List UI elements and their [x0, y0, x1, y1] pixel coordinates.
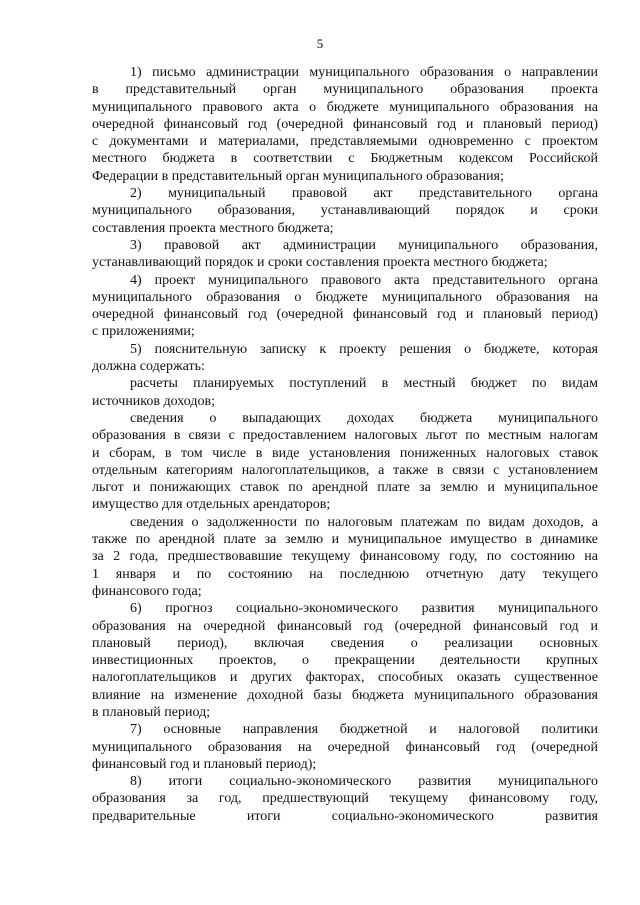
- text-line: также по арендной плате за землю и муниципальное имущество в динамике: [92, 532, 598, 548]
- text-line: очередной финансовый год (очередной финансовый год и плановый период): [92, 116, 598, 132]
- text-line: 7) основные направления бюджетной и налоговой политики: [130, 722, 598, 738]
- text-line: 2) муниципальный правовой акт представительного органа: [130, 186, 598, 202]
- text-line: плановый период), включая сведения о реализации основных: [92, 635, 598, 651]
- text-line: источников доходов;: [92, 393, 215, 409]
- text-line: за 2 года, предшествовавшие текущему финансовому году, по состоянию на: [92, 549, 598, 565]
- text-line: составления проекта местного бюджета;: [92, 220, 334, 236]
- text-line: Федерации в представительный орган муниципального образования;: [92, 168, 504, 184]
- text-line: образования за год, предшествующий текущему финансовому году,: [92, 791, 598, 807]
- text-line: муниципального образования о бюджете муниципального образования на: [92, 289, 598, 305]
- text-line: 4) проект муниципального правового акта представительного органа: [130, 272, 598, 288]
- text-line: сведения о выпадающих доходах бюджета муниципального: [130, 410, 598, 426]
- text-line: предварительные итоги социально-экономического развития: [92, 808, 598, 824]
- text-line: должна содержать:: [92, 359, 205, 375]
- document-body: [92, 65, 598, 826]
- page-number: 5: [316, 36, 324, 51]
- text-line: имущество для отдельных арендаторов;: [92, 497, 331, 513]
- text-line: устанавливающий порядок и сроки составления проекта местного бюджета;: [92, 255, 548, 271]
- text-line: образования в связи с предоставлением налоговых льгот по местным налогам: [92, 428, 598, 444]
- text-line: финансовый год и плановый период);: [92, 756, 317, 772]
- text-line: расчеты планируемых поступлений в местный бюджет по видам: [130, 376, 598, 392]
- text-line: образования на очередной финансовый год (очередной финансовый год и: [92, 618, 598, 634]
- text-line: 5) пояснительную записку к проекту решения о бюджете, которая: [130, 341, 598, 357]
- text-line: с документами и материалами, представляемыми одновременно с проектом: [92, 134, 598, 150]
- text-line: сведения о задолженности по налоговым платежам по видам доходов, а: [130, 514, 598, 530]
- text-line: с приложениями;: [92, 324, 195, 340]
- text-line: 1 января и по состоянию на последнюю отчетную дату текущего: [92, 566, 598, 582]
- text-line: муниципального образования на очередной финансовый год (очередной: [92, 739, 598, 755]
- text-line: в плановый период;: [92, 704, 211, 720]
- text-line: в представительный орган муниципального образования проекта: [92, 82, 598, 98]
- text-line: 3) правовой акт администрации муниципального образования,: [130, 237, 598, 253]
- text-line: финансового года;: [92, 583, 202, 599]
- text-line: влияние на изменение доходной базы бюджета муниципального образования: [92, 687, 598, 703]
- text-line: льгот и понижающих ставок по арендной плате за землю и муниципальное: [92, 480, 598, 496]
- text-line: 8) итоги социально-экономического развития муниципального: [130, 774, 598, 790]
- text-line: очередной финансовый год (очередной финансовый год и плановый период): [92, 307, 598, 323]
- text-line: 6) прогноз социально-экономического развития муниципального: [130, 601, 598, 617]
- text-line: муниципального образования, устанавливающий порядок и сроки: [92, 203, 598, 219]
- text-line: 1) письмо администрации муниципального образования о направлении: [130, 65, 598, 80]
- text-line: налогоплательщиков и других факторах, способных оказать существенное: [92, 670, 598, 686]
- text-line: инвестиционных проектов, о прекращении деятельности крупных: [92, 653, 598, 669]
- text-line: и сборам, в том числе в виде установления пониженных налоговых ставок: [92, 445, 598, 461]
- text-line: отдельным категориям налогоплательщиков, а также в связи с установлением: [92, 462, 598, 478]
- text-line: местного бюджета в соответствии с Бюджетным кодексом Российской: [92, 151, 598, 167]
- text-line: муниципального правового акта о бюджете муниципального образования на: [92, 99, 598, 115]
